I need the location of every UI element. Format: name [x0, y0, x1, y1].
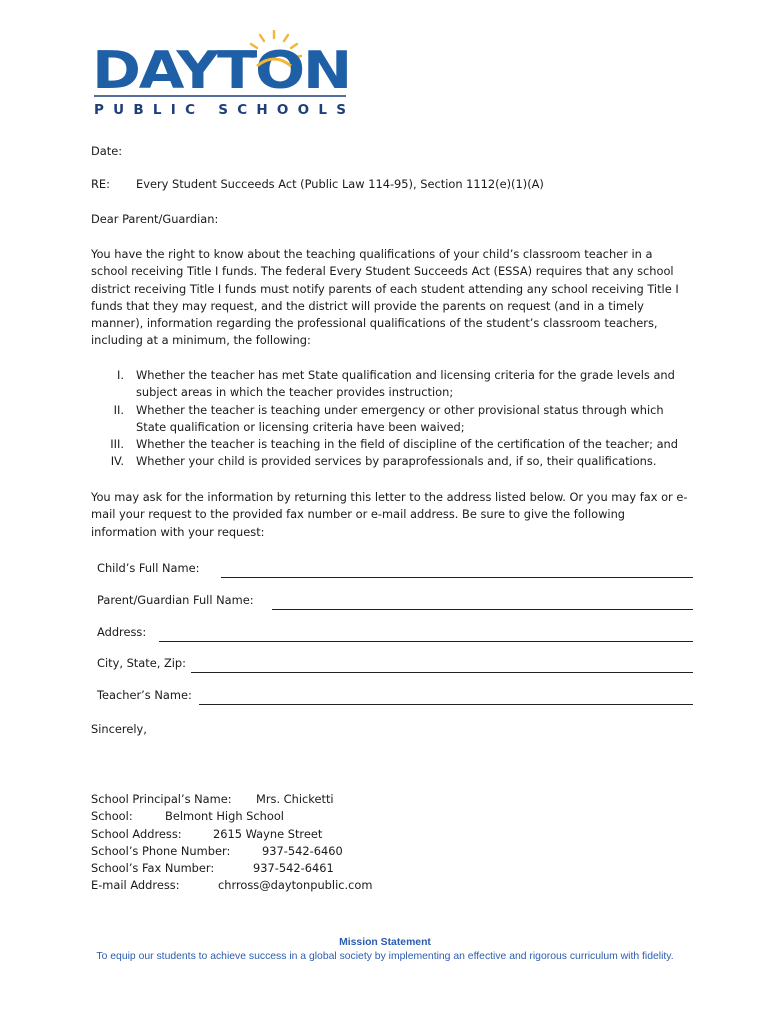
contact-label: School Principal’s Name: [91, 792, 232, 806]
intro-paragraph: You have the right to know about the teaching qualifications of your child’s classroom teacher in a school receiving Title I funds. The federal Every Student Succeeds Act (ESSA) requires that any school district receiving Title I funds must notify parents of each student attending any school receiving Title I funds that they may request, and the district will provide the parents on request (and in a timely manner), information regarding the professional qualifications of the student’s classroom teachers, including at a minimum, the following: [91, 247, 679, 348]
mission-title: Mission Statement [339, 937, 431, 948]
mission-statement [90, 936, 680, 964]
city-state-zip-field[interactable] [97, 655, 693, 675]
school-name: Belmont High School [165, 809, 284, 824]
list-item-number: I. [117, 368, 124, 382]
re-subject: Every Student Succeeds Act (Public Law 114-95), Section 1112(e)(1)(A) [136, 177, 544, 191]
closing: Sincerely, [91, 722, 147, 736]
list-item-text: Whether your child is provided services by paraprofessionals and, if so, their qualifications. [136, 454, 657, 469]
list-item [91, 367, 691, 402]
list-item [91, 436, 691, 453]
logo-wordmark: DAYTON [92, 41, 350, 101]
parent-name-field[interactable] [97, 592, 693, 612]
date-label: Date: [91, 144, 123, 158]
field-label: Parent/Guardian Full Name: [97, 593, 254, 607]
city-state-zip-line[interactable] [191, 672, 693, 673]
re-label: RE: [91, 177, 110, 191]
field-label: Child’s Full Name: [97, 561, 200, 575]
field-label: Address: [97, 625, 147, 639]
teachers-name-field[interactable] [97, 687, 693, 707]
contact-label: School: [91, 809, 133, 824]
logo-graphic [90, 30, 352, 122]
qualification-list [91, 367, 691, 471]
request-paragraph: You may ask for the information by returning this letter to the address listed below. Or you may fax or e-mail your request to the provided fax number or e-mail address. Be sure to give the following information with your request: [91, 490, 688, 539]
contact-label: E-mail Address: [91, 878, 180, 893]
list-item-number: II. [113, 402, 124, 417]
list-item-number: III. [110, 437, 124, 452]
email-address: chrross@daytonpublic.com [218, 878, 373, 893]
list-item-text: Whether the teacher is teaching under emergency or other provisional status through which State qualification or licensing criteria have been waived; [136, 402, 664, 434]
contact-label: School’s Phone Number: [91, 843, 231, 858]
phone-number: 937-542-6460 [262, 843, 343, 858]
dayton-public-schools-logo [90, 30, 352, 122]
list-item-text: Whether the teacher is teaching in the field of discipline of the certification of the teacher; and [136, 437, 679, 452]
list-item-text: Whether the teacher has met State qualification and licensing criteria for the grade levels and subject areas in which the teacher provides instruction; [136, 368, 675, 400]
teachers-name-line[interactable] [199, 704, 693, 705]
parent-name-line[interactable] [272, 609, 693, 610]
field-label: Teacher’s Name: [97, 688, 192, 702]
contact-label: School Address: [91, 826, 182, 841]
school-address: 2615 Wayne Street [213, 826, 323, 841]
field-label: City, State, Zip: [97, 656, 186, 670]
list-item-number: IV. [110, 454, 124, 469]
mission-text: To equip our students to achieve success in a global society by implementing an effective and rigorous curriculum with fidelity. [96, 951, 674, 962]
fax-number: 937-542-6461 [253, 861, 334, 876]
address-field[interactable] [97, 624, 693, 644]
address-line[interactable] [159, 641, 693, 642]
childs-name-line[interactable] [221, 577, 693, 578]
principal-name: Mrs. Chicketti [256, 792, 334, 806]
list-item [91, 402, 691, 437]
salutation: Dear Parent/Guardian: [91, 212, 219, 226]
childs-name-field[interactable] [97, 560, 693, 580]
logo-subtitle: PUBLIC SCHOOLS [94, 102, 346, 118]
contact-label: School’s Fax Number: [91, 861, 215, 876]
list-item [91, 453, 691, 470]
